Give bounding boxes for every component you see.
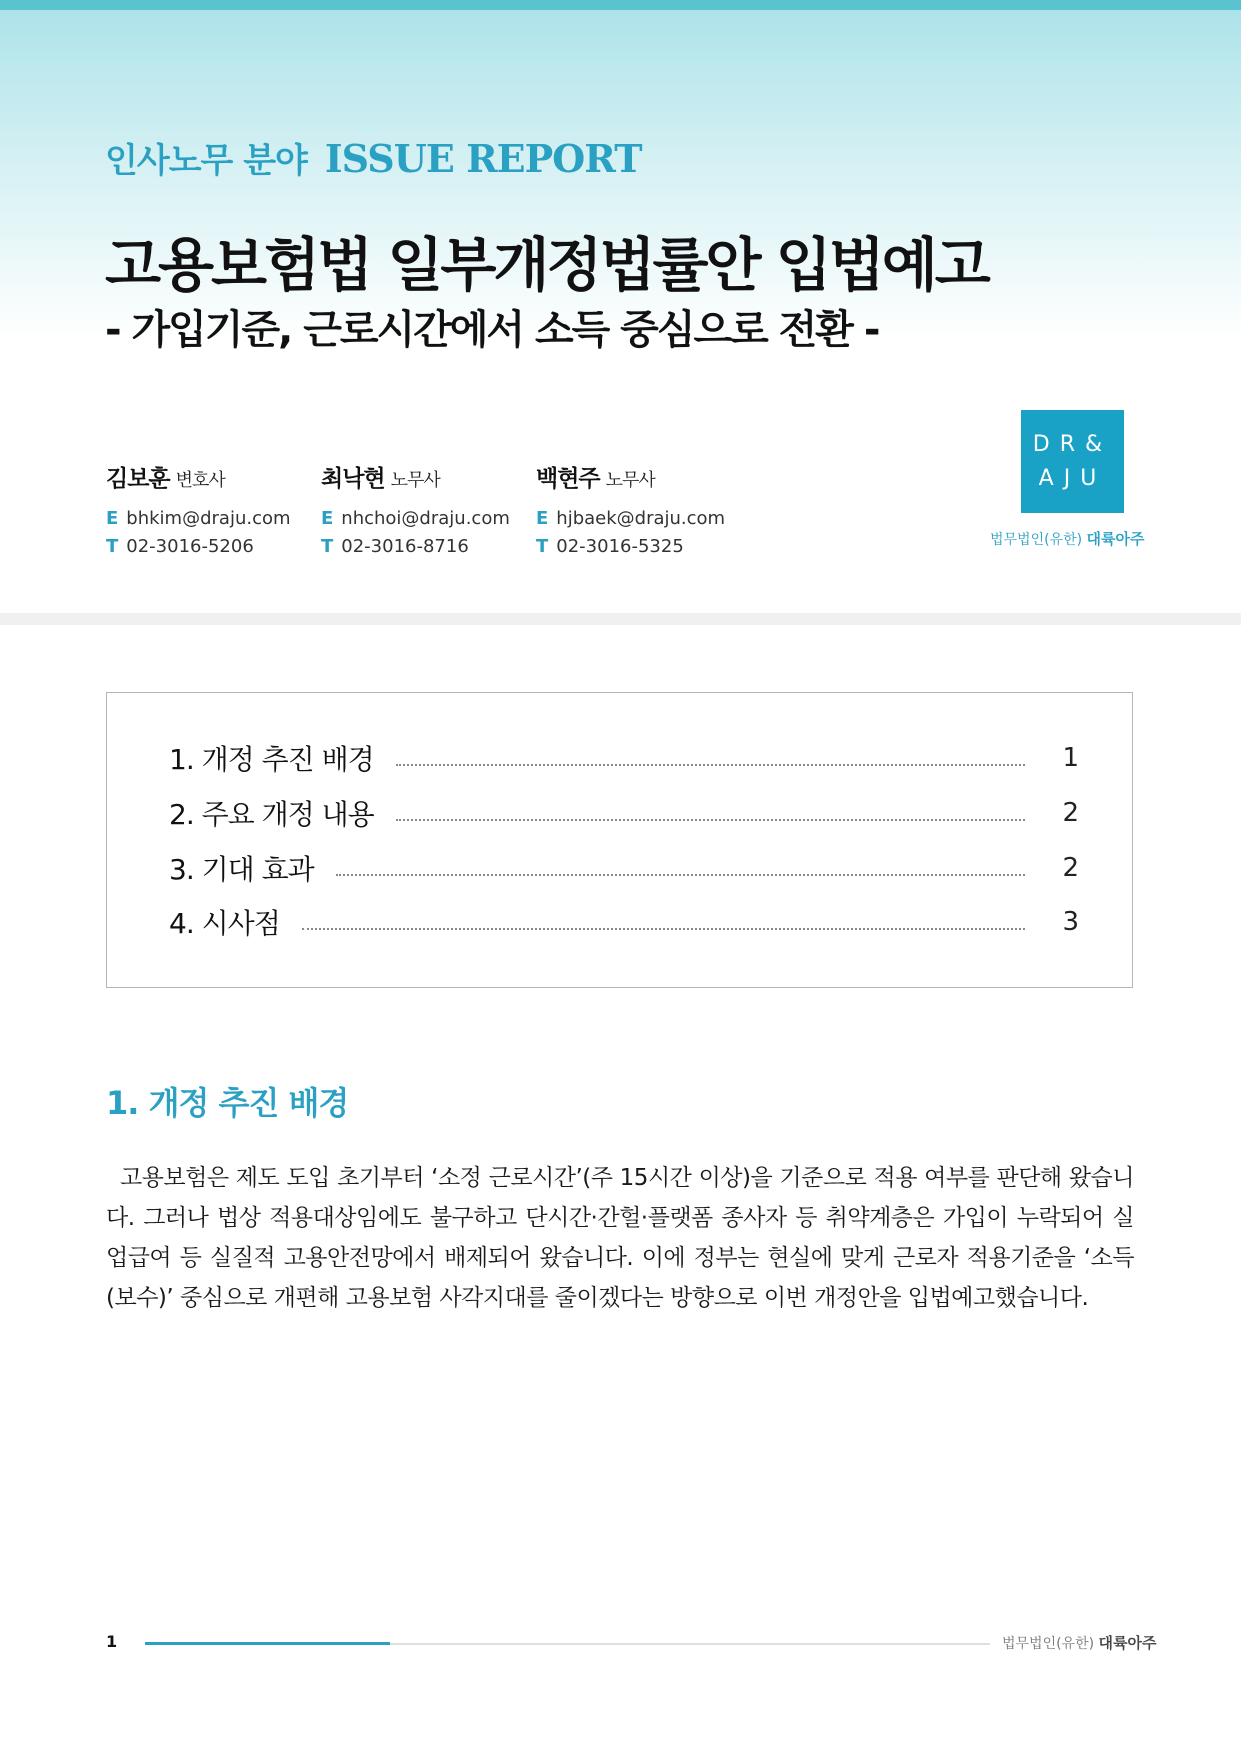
toc-item[interactable] [169, 793, 1079, 833]
email-key: E [106, 508, 119, 529]
author-card [106, 460, 316, 561]
author-contact [106, 505, 316, 561]
footer-brand-name: 대륙아주 [1098, 1634, 1157, 1652]
footer-brand-prefix: 법무법인(유한) [1002, 1636, 1095, 1652]
report-kicker [105, 133, 642, 181]
author-name: 백현주 [536, 466, 600, 492]
toc-item[interactable] [169, 738, 1079, 778]
logo-row-1: DR& [1032, 432, 1113, 457]
kicker-field: 인사노무 분야 [105, 141, 307, 181]
toc-leader [302, 927, 1025, 930]
author-role: 변호사 [175, 470, 225, 491]
toc-page: 2 [1062, 853, 1079, 883]
toc-item[interactable] [169, 848, 1079, 888]
toc-page: 3 [1062, 907, 1079, 937]
author-card [321, 460, 531, 561]
author-role: 노무사 [390, 470, 440, 491]
author-name-row [106, 460, 316, 493]
section-divider [0, 613, 1241, 625]
author-card [536, 460, 746, 561]
tel-key: T [321, 536, 334, 557]
author-tel: 02-3016-5206 [126, 536, 254, 557]
logo-caption-name: 대륙아주 [1086, 530, 1145, 548]
toc-leader [396, 763, 1025, 766]
toc-page: 2 [1062, 798, 1079, 828]
footer-progress-bar [145, 1642, 390, 1645]
toc-page: 1 [1062, 743, 1079, 773]
author-tel: 02-3016-5325 [556, 536, 684, 557]
toc-label: 2. 주요 개정 내용 [169, 798, 374, 831]
email-key: E [536, 508, 549, 529]
section-heading: 1. 개정 추진 배경 [106, 1084, 349, 1122]
author-name-row [536, 460, 746, 493]
table-of-contents [106, 692, 1133, 988]
email-key: E [321, 508, 334, 529]
tel-key: T [536, 536, 549, 557]
author-email[interactable]: bhkim@draju.com [126, 508, 291, 529]
author-contact [536, 505, 746, 561]
kicker-issue-report: ISSUE REPORT [324, 136, 642, 181]
tel-key: T [106, 536, 119, 557]
toc-leader [396, 818, 1025, 821]
author-contact [321, 505, 531, 561]
author-name-row [321, 460, 531, 493]
toc-label: 3. 기대 효과 [169, 853, 314, 886]
page-number: 1 [106, 1632, 118, 1651]
author-role: 노무사 [605, 470, 655, 491]
firm-logo [1021, 410, 1124, 513]
document-subtitle: - 가입기준, 근로시간에서 소득 중심으로 전환 - [105, 307, 879, 353]
author-email[interactable]: hjbaek@draju.com [556, 508, 726, 529]
author-name: 최낙현 [321, 466, 385, 492]
document-title: 고용보험법 일부개정법률안 입법예고 [105, 231, 988, 299]
logo-caption-prefix: 법무법인(유한) [990, 532, 1083, 548]
toc-label: 4. 시사점 [169, 907, 280, 940]
logo-caption [990, 528, 1150, 549]
toc-leader [336, 873, 1025, 876]
toc-item[interactable] [169, 902, 1079, 942]
author-email[interactable]: nhchoi@draju.com [341, 508, 510, 529]
footer-brand [1002, 1632, 1157, 1653]
section-body: 고용보험은 제도 도입 초기부터 ‘소정 근로시간’(주 15시간 이상)을 기준으로 적용 여부를 판단해 왔습니다. 그러나 법상 적용대상임에도 불구하고 단시간·간헐·플랫폼 종사자 등 취약계층은 가입이 누락되어 실업급여 등 실질적 고용안전망에서 배제되어 왔습니다. 이에 정부는 현실에 맞게 근로자 적용기준을 ‘소득(보수)’ 중심으로 개편해 고용보험 사각지대를 줄이겠다는 방향으로 이번 개정안을 입법예고했습니다. [106, 1165, 1134, 1311]
author-tel: 02-3016-8716 [341, 536, 469, 557]
top-stripe [0, 0, 1241, 10]
toc-label: 1. 개정 추진 배경 [169, 743, 374, 776]
author-name: 김보훈 [106, 466, 170, 492]
logo-row-2: AJU [1038, 466, 1107, 491]
